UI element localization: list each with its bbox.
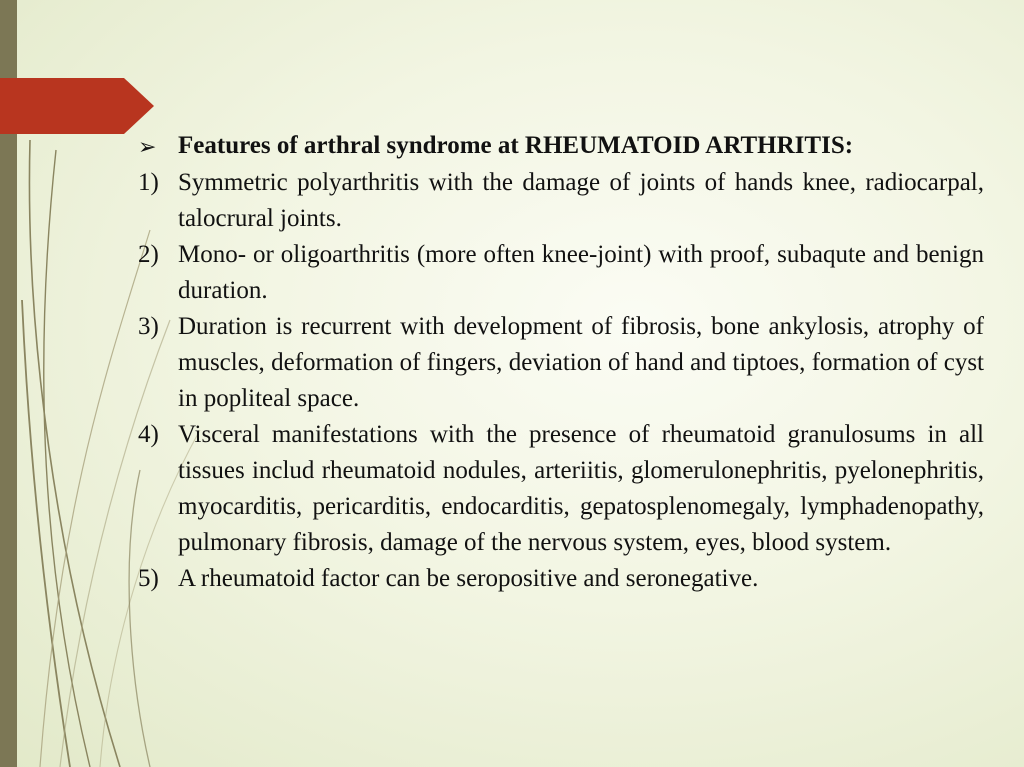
- slide-content: [138, 128, 984, 597]
- arrow-bullet-icon: ➢: [138, 134, 157, 159]
- list-item: [138, 165, 984, 237]
- red-accent-tab: [0, 78, 154, 134]
- list-item-text: A rheumatoid factor can be seropositive and seronegative.: [178, 565, 759, 592]
- list-item-text: Visceral manifestations with the presence of rheumatoid granulosums in all tissues includ rheumatoid nodules, arteriitis, glomerulonephritis, pyelonephritis, myocarditis, pericarditis, endocarditis, gepatosplenomegaly, lymphadenopathy, pulmonary fibrosis, damage of the nervous system, eyes, blood system.: [178, 421, 984, 556]
- list-number: 1): [138, 169, 159, 196]
- list-number: 4): [138, 421, 159, 448]
- list-number: 2): [138, 241, 159, 268]
- list-item-text: Mono- or oligoarthritis (more often knee-joint) with proof, subaqute and benign duration.: [178, 241, 984, 304]
- list-item: [138, 561, 984, 597]
- list-item: [138, 309, 984, 417]
- heading-item: [138, 128, 984, 165]
- list-number: 5): [138, 565, 159, 592]
- list-item: [138, 237, 984, 309]
- list-item: [138, 417, 984, 561]
- deco-line: [29, 140, 120, 767]
- list-item-text: Duration is recurrent with development of fibrosis, bone ankylosis, atrophy of muscles, deformation of fingers, deviation of hand and tiptoes, formation of cyst in popliteal space.: [178, 313, 984, 412]
- list-item-text: Symmetric polyarthritis with the damage of joints of hands knee, radiocarpal, talocrural joints.: [178, 169, 984, 232]
- list-number: 3): [138, 313, 159, 340]
- heading-text: Features of arthral syndrome at RHEUMATOID ARTHRITIS:: [178, 132, 854, 159]
